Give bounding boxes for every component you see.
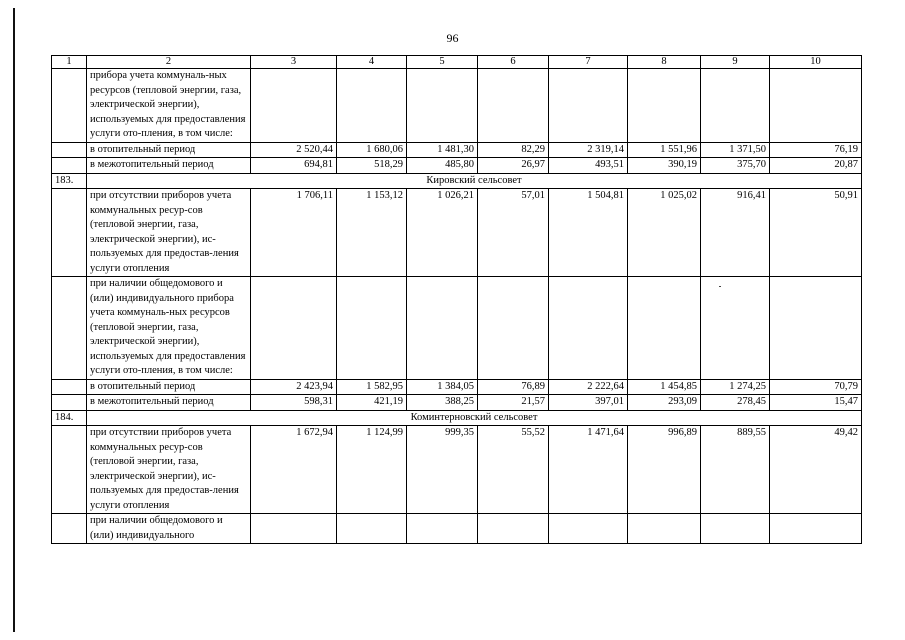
index-cell	[52, 379, 87, 395]
value-cell: 375,70	[701, 158, 770, 174]
row-label: в межотопительный период	[87, 158, 251, 174]
index-cell	[52, 514, 87, 544]
value-cell: 1 551,96	[628, 142, 701, 158]
tariff-table	[51, 55, 862, 544]
row-label: в отопительный период	[87, 379, 251, 395]
row-label: при отсутствии приборов учета коммунальных ресур-сов (тепловой энергии, газа, электрической энергии), ис-пользуемых для предостав-ления услуги отопления	[87, 189, 251, 277]
empty-value-cell	[701, 514, 770, 544]
value-cell: 21,57	[478, 395, 549, 411]
value-cell: 2 423,94	[251, 379, 337, 395]
column-header: 7	[549, 56, 628, 69]
index-cell	[52, 277, 87, 380]
value-cell: 1 471,64	[549, 426, 628, 514]
value-cell: 49,42	[770, 426, 862, 514]
value-cell: 1 706,11	[251, 189, 337, 277]
empty-value-cell	[251, 277, 337, 380]
table-row	[52, 395, 862, 411]
column-header: 4	[337, 56, 407, 69]
empty-value-cell	[628, 69, 701, 143]
empty-value-cell	[701, 69, 770, 143]
value-cell: 598,31	[251, 395, 337, 411]
empty-value-cell	[337, 277, 407, 380]
description-row	[52, 277, 862, 380]
index-cell	[52, 69, 87, 143]
value-cell: 1 274,25	[701, 379, 770, 395]
value-cell: 1 371,50	[701, 142, 770, 158]
value-cell: 2 319,14	[549, 142, 628, 158]
empty-value-cell	[478, 277, 549, 380]
value-cell: 57,01	[478, 189, 549, 277]
empty-value-cell	[701, 277, 770, 380]
section-name: Коминтерновский сельсовет	[87, 410, 862, 426]
value-cell: 485,80	[407, 158, 478, 174]
empty-value-cell	[549, 514, 628, 544]
value-cell: 1 680,06	[337, 142, 407, 158]
value-cell: 996,89	[628, 426, 701, 514]
value-cell: 390,19	[628, 158, 701, 174]
value-cell: 55,52	[478, 426, 549, 514]
column-header: 2	[87, 56, 251, 69]
value-cell: 889,55	[701, 426, 770, 514]
value-cell: 421,19	[337, 395, 407, 411]
value-cell: 1 481,30	[407, 142, 478, 158]
column-header: 1	[52, 56, 87, 69]
value-cell: 1 504,81	[549, 189, 628, 277]
index-cell	[52, 189, 87, 277]
description-row	[52, 514, 862, 544]
value-cell: 388,25	[407, 395, 478, 411]
page-number: 96	[446, 31, 459, 45]
value-cell: 1 672,94	[251, 426, 337, 514]
table-row	[52, 142, 862, 158]
value-cell: 999,35	[407, 426, 478, 514]
empty-value-cell	[478, 514, 549, 544]
scan-edge-line	[13, 8, 15, 632]
empty-value-cell	[337, 69, 407, 143]
value-cell: 20,87	[770, 158, 862, 174]
row-label: в отопительный период	[87, 142, 251, 158]
value-cell: 15,47	[770, 395, 862, 411]
empty-value-cell	[407, 277, 478, 380]
value-cell: 694,81	[251, 158, 337, 174]
row-label: при отсутствии приборов учета коммунальных ресур-сов (тепловой энергии, газа, электрической энергии), ис-пользуемых для предостав-ления услуги отопления	[87, 426, 251, 514]
index-cell	[52, 426, 87, 514]
value-cell: 1 384,05	[407, 379, 478, 395]
empty-value-cell	[628, 277, 701, 380]
value-cell: 1 124,99	[337, 426, 407, 514]
section-name: Кировский сельсовет	[87, 173, 862, 189]
value-cell: 76,89	[478, 379, 549, 395]
column-header: 9	[701, 56, 770, 69]
row-description: при наличии общедомового и (или) индивидуального	[87, 514, 251, 544]
value-cell: 1 026,21	[407, 189, 478, 277]
empty-value-cell	[770, 69, 862, 143]
empty-value-cell	[628, 514, 701, 544]
empty-value-cell	[251, 69, 337, 143]
section-number: 184.	[52, 410, 87, 426]
value-cell: 1 025,02	[628, 189, 701, 277]
empty-value-cell	[549, 277, 628, 380]
column-header: 3	[251, 56, 337, 69]
section-row	[52, 173, 862, 189]
section-number: 183.	[52, 173, 87, 189]
value-cell: 493,51	[549, 158, 628, 174]
value-cell: 2 520,44	[251, 142, 337, 158]
value-cell: 26,97	[478, 158, 549, 174]
header-row	[52, 56, 862, 69]
empty-value-cell	[251, 514, 337, 544]
index-cell	[52, 158, 87, 174]
value-cell: 278,45	[701, 395, 770, 411]
value-cell: 1 454,85	[628, 379, 701, 395]
column-header: 5	[407, 56, 478, 69]
row-description: прибора учета коммуналь-ных ресурсов (тепловой энергии, газа, электрической энергии), используемых для предоставления услуги ото-пления, в том числе:	[87, 69, 251, 143]
description-row	[52, 69, 862, 143]
value-cell: 293,09	[628, 395, 701, 411]
index-cell	[52, 395, 87, 411]
value-cell: 76,19	[770, 142, 862, 158]
table-row	[52, 158, 862, 174]
empty-value-cell	[407, 514, 478, 544]
index-cell	[52, 142, 87, 158]
column-header: 10	[770, 56, 862, 69]
value-cell: 1 153,12	[337, 189, 407, 277]
row-description: при наличии общедомового и (или) индивидуального прибора учета коммуналь-ных ресурсов (тепловой энергии, газа, электрической энергии), используемых для предоставления услуги ото-пления, в том числе:	[87, 277, 251, 380]
value-cell: 916,41	[701, 189, 770, 277]
empty-value-cell	[478, 69, 549, 143]
empty-value-cell	[549, 69, 628, 143]
value-cell: 518,29	[337, 158, 407, 174]
row-label: в межотопительный период	[87, 395, 251, 411]
table-row	[52, 379, 862, 395]
empty-value-cell	[407, 69, 478, 143]
empty-value-cell	[337, 514, 407, 544]
column-header: 8	[628, 56, 701, 69]
value-cell: 70,79	[770, 379, 862, 395]
table-row	[52, 426, 862, 514]
value-cell: 397,01	[549, 395, 628, 411]
column-header: 6	[478, 56, 549, 69]
empty-value-cell	[770, 514, 862, 544]
empty-value-cell	[770, 277, 862, 380]
section-row	[52, 410, 862, 426]
value-cell: 2 222,64	[549, 379, 628, 395]
table-row	[52, 189, 862, 277]
value-cell: 1 582,95	[337, 379, 407, 395]
value-cell: 50,91	[770, 189, 862, 277]
value-cell: 82,29	[478, 142, 549, 158]
